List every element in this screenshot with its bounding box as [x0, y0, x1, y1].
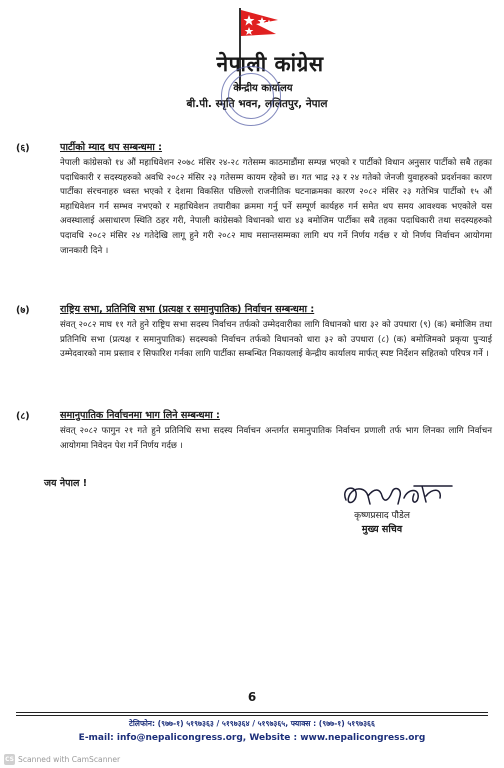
section-body: नेपाली कांग्रेसको १४ औं महाधिवेशन २०७८ मंसिर २४-२८ गतेसम्म काठमाडौंमा सम्पन्न भएको र पार्टीको विधान अनुसार पार्टीको सबै तहका पदाधिकारी र सदस्यहरुको अवधि २०८२ मंसिर २३ गतेसम्म कायम रहेको छ। गत भाद्र २३ र २४ गतेको जेनजी युवाहरुको प्रदर्शनका कारण पार्टीका संरचनाहरु ध्वस्त भएको र देशमा विकसित पछिल्लो राजनीतिक घटनाक्रमका कारण २०८२ मंसिर २३ गतेभित्र पार्टीको १५ औं महाधिवेशन गर्न सम्भव नभएको र महाधिवेशन तयारीका क्रममा गर्नु पर्ने सम्पूर्ण कार्यहरु गर्न समेत थप समय आवश्यक भएकोले यस अवस्थालाई असाधारण स्थिति ठहर गरी, नेपाली कांग्रेसको विधानको धारा ४३ बमोजिम पार्टीका सबै तहका पदाधिकारी तथा सदस्यहरुको पदावधि २०८२ मंसिर २४ गतेदेखि लागू हुने गरी २०८२ माघ मसान्तसम्मका लागि थप गर्ने निर्णय गर्दछ र यो निर्णय निर्वाचन आयोगमा जानकारी दिने । [60, 158, 492, 256]
closing-salutation: जय नेपाल ! [44, 478, 88, 489]
section-number: (७) [16, 305, 30, 316]
section-heading: पार्टीको म्याद थप सम्बन्धमा : [60, 142, 163, 153]
footer-phone-fax: टेलिफोन: (९७७-१) ५१९७३६३ / ५१९७३६४ / ५१९७३६५, फ्याक्स : (९७७-१) ५१९७३६६ [129, 719, 375, 728]
section-heading: समानुपातिक निर्वाचनमा भाग लिने सम्बन्धमा : [60, 410, 220, 421]
section-number: (८) [16, 411, 30, 422]
party-name: नेपाली कांग्रेस [216, 52, 324, 76]
page-number: 6 [247, 690, 257, 704]
seal-inner-ring [228, 73, 274, 119]
footer-email-website: E-mail: info@nepalicongress.org, Website : www.nepalicongress.org [78, 733, 426, 743]
footer-divider-thin [16, 715, 488, 716]
section-body: संवत् २०८२ माघ ११ गते हुने राष्ट्रिय सभा सदस्य निर्वाचन तर्फको उम्मेदवारीका लागि विधानको धारा ३२ को उपधारा (९) (क) बमोजिम तथा प्रतिनिधि सभा (प्रत्यक्ष र समानुपातिक) सदस्यको निर्वाचन तर्फको विधानको धारा ३२ को उपधारा (८) (क) बमोजिमको प्रकृया पुऱ्याई उम्मेदवारको नाम प्रस्ताव र सिफारिश गर्नका लागि पार्टीका सम्बन्धित निकायलाई केन्द्रीय कार्यालय मार्फत् स्पष्ट निर्देशन सहितको परिपत्र गर्ने । [60, 320, 492, 360]
scanner-note: Scanned with CamScanner [18, 755, 121, 764]
camscanner-logo-icon: CS [5, 756, 14, 763]
office-address: बी.पी. स्मृति भवन, ललितपुर, नेपाल [186, 98, 328, 110]
footer-divider [16, 712, 488, 713]
office-seal-stamp [221, 66, 281, 126]
section-number: (६) [16, 143, 30, 154]
signer-name: कृष्णप्रसाद पौडेल [354, 511, 410, 521]
section-body: संवत् २०८२ फागुन २१ गते हुने प्रतिनिधि सभा सदस्य निर्वाचन अन्तर्गत समानुपातिक निर्वाचन प्रणाली तर्फ भाग लिनका लागि निर्वाचन आयोगमा निवेदन पेश गर्ने निर्णय गर्दछ । [60, 426, 492, 451]
office-name: केन्द्रीय कार्यालय [233, 83, 293, 94]
signer-title: मुख्य सचिव [361, 524, 403, 535]
section-heading: राष्ट्रिय सभा, प्रतिनिधि सभा (प्रत्यक्ष र समानुपातिक) निर्वाचन सम्बन्धमा : [60, 304, 315, 315]
scanner-watermark [4, 753, 120, 766]
